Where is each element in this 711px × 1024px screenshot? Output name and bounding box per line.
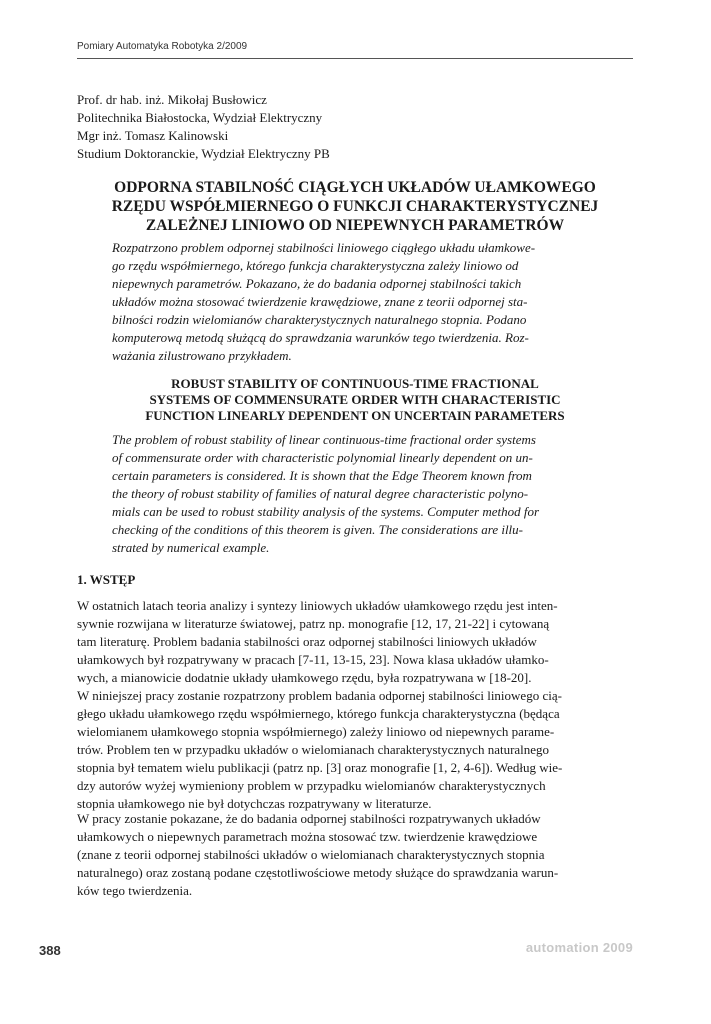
paragraph-line: wielomianem ułamkowego stopnia współmiernego) zależy liniowo od niepewnych parame- xyxy=(77,724,555,739)
paragraph-line: sywnie rozwijana w literaturze światowej, patrz np. monografie [12, 17, 21-22] i cytowaną xyxy=(77,616,550,631)
paragraph-line: dzy autorów wyżej wymieniony problem w przypadku wielomianów charakterystycznych xyxy=(77,778,546,793)
paragraph-1 xyxy=(77,597,633,687)
paragraph-line: W ostatnich latach teoria analizy i syntezy liniowych układów ułamkowego rzędu jest inten- xyxy=(77,598,558,613)
author-line: Politechnika Białostocka, Wydział Elektryczny xyxy=(77,110,323,125)
abstract-line: niepewnych parametrów. Pokazano, że do badania odpornej stabilności takich xyxy=(112,276,522,291)
abstract-line: The problem of robust stability of linear continuous-time fractional order systems xyxy=(112,432,536,447)
abstract-polish xyxy=(112,239,598,365)
paragraph-line: ków tego twierdzenia. xyxy=(77,883,193,898)
header-rule xyxy=(77,58,633,59)
title-line: RZĘDU WSPÓŁMIERNEGO O FUNKCJI CHARAKTERYSTYCZNEJ xyxy=(111,198,599,215)
abstract-line: mials can be used to robust stability analysis of the systems. Computer method for xyxy=(112,504,540,519)
paragraph-2 xyxy=(77,687,633,813)
author-line: Mgr inż. Tomasz Kalinowski xyxy=(77,128,229,143)
title-polish xyxy=(77,178,633,235)
section-heading: 1. WSTĘP xyxy=(77,572,136,587)
paragraph-3 xyxy=(77,810,633,900)
paragraph-line: (znane z teorii odpornej stabilności układów o wielomianach charakterystycznych stopnia xyxy=(77,847,545,862)
title-line: ZALEŻNEJ LINIOWO OD NIEPEWNYCH PARAMETRÓW xyxy=(145,217,565,234)
abstract-line: certain parameters is considered. It is shown that the Edge Theorem known from xyxy=(112,468,532,483)
abstract-line: ważania zilustrowano przykładem. xyxy=(112,348,292,363)
abstract-line: układów można stosować twierdzenie krawędziowe, znane z teorii odpornej sta- xyxy=(112,294,528,309)
paragraph-line: naturalnego) oraz zostaną podane częstotliwościowe metody służące do sprawdzania warun- xyxy=(77,865,559,880)
paragraph-line: wych, a mianowicie dodatnie układy ułamkowego rzędu, była rozpatrywana w [18-20]. xyxy=(77,670,532,685)
abstract-line: the theory of robust stability of families of natural degree characteristic polyno- xyxy=(112,486,529,501)
paragraph-line: ułamkowych był rozpatrywany w pracach [7-11, 13-15, 23]. Nowa klasa układów ułamko- xyxy=(77,652,549,667)
abstract-line: komputerową metodą służącą do sprawdzania warunków tego twierdzenia. Roz- xyxy=(112,330,529,345)
paragraph-line: W niniejszej pracy zostanie rozpatrzony problem badania odpornej stabilności liniowego cią- xyxy=(77,688,562,703)
paragraph-line: trów. Problem ten w przypadku układów o wielomianach charakterystycznych naturalnego xyxy=(77,742,550,757)
footer-brand: automation 2009 xyxy=(525,940,633,955)
abstract-line: strated by numerical example. xyxy=(112,540,270,555)
paragraph-line: głego układu ułamkowego rzędu współmiernego, którego funkcja charakterystyczna (będąca xyxy=(77,706,560,721)
author-line: Studium Doktoranckie, Wydział Elektryczny PB xyxy=(77,146,330,161)
author-line: Prof. dr hab. inż. Mikołaj Busłowicz xyxy=(77,92,267,107)
paragraph-line: ułamkowych o niepewnych parametrach można stosować tzw. twierdzenie krawędziowe xyxy=(77,829,538,844)
title-line: ROBUST STABILITY OF CONTINUOUS-TIME FRACTIONAL xyxy=(171,376,539,391)
paragraph-line: W pracy zostanie pokazane, że do badania odpornej stabilności rozpatrywanych układów xyxy=(77,811,541,826)
title-line: SYSTEMS OF COMMENSURATE ORDER WITH CHARACTERISTIC xyxy=(149,392,561,407)
abstract-line: bilności rodzin wielomianów charakterystycznych naturalnego stopnia. Podano xyxy=(112,312,527,327)
abstract-english xyxy=(112,431,598,557)
paragraph-line: tam literaturę. Problem badania stabilności oraz odpornej stabilności liniowych układów xyxy=(77,634,537,649)
paragraph-line: stopnia był tematem wielu publikacji (patrz np. [3] oraz monografie [1, 2, 4-6]). Według wie- xyxy=(77,760,563,775)
journal-header: Pomiary Automatyka Robotyka 2/2009 xyxy=(77,41,248,52)
abstract-line: of commensurate order with characteristic polynomial linearly dependent on un- xyxy=(112,450,533,465)
page-number: 388 xyxy=(39,943,61,958)
abstract-line: go rzędu współmiernego, którego funkcja charakterystyczna zależy liniowo od xyxy=(112,258,519,273)
title-english xyxy=(77,376,633,424)
title-line: ODPORNA STABILNOŚĆ CIĄGŁYCH UKŁADÓW UŁAMKOWEGO xyxy=(114,179,596,196)
authors-block xyxy=(77,91,330,163)
title-line: FUNCTION LINEARLY DEPENDENT ON UNCERTAIN PARAMETERS xyxy=(145,408,565,423)
paragraph-line: stopnia ułamkowego nie był dotychczas rozpatrywany w literaturze. xyxy=(77,796,432,811)
abstract-line: checking of the conditions of this theorem is given. The considerations are illu- xyxy=(112,522,523,537)
abstract-line: Rozpatrzono problem odpornej stabilności liniowego ciągłego układu ułamkowe- xyxy=(112,240,536,255)
